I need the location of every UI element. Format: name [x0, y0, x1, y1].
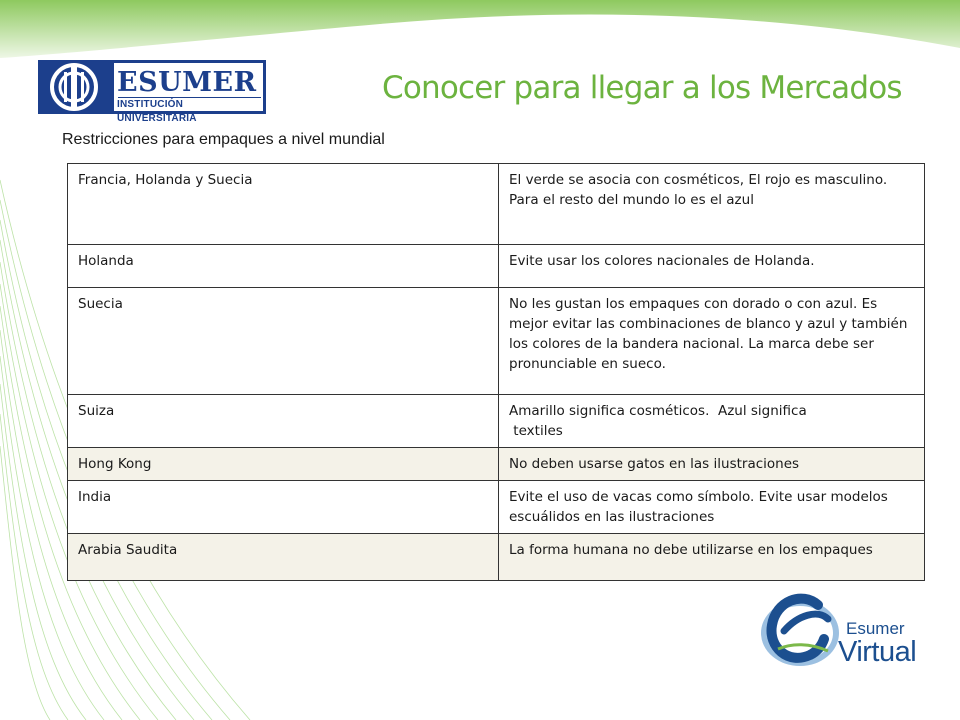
table-row	[68, 164, 925, 245]
section-subtitle: Restricciones para empaques a nivel mundial	[62, 131, 385, 148]
restriction-cell: La forma humana no debe utilizarse en los empaques	[499, 534, 925, 581]
country-cell: Suecia	[68, 288, 499, 395]
top-green-band	[0, 0, 960, 58]
restriction-cell: El verde se asocia con cosméticos, El rojo es masculino. Para el resto del mundo lo es el azul	[499, 164, 925, 245]
table-row	[68, 288, 925, 395]
restriction-cell: Evite usar los colores nacionales de Holanda.	[499, 245, 925, 288]
country-cell: Francia, Holanda y Suecia	[68, 164, 499, 245]
restrictions-table	[67, 163, 925, 581]
virtual-e-emblem-icon	[758, 585, 848, 675]
table-row	[68, 534, 925, 581]
table-row	[68, 245, 925, 288]
logo-subtitle: INSTITUCIÓN UNIVERSITARIA	[117, 99, 197, 124]
page-title: Conocer para llegar a los Mercados	[382, 70, 902, 106]
virtual-logo-line1: Esumer	[846, 619, 905, 638]
logo-name: ESUMER	[117, 67, 257, 98]
restriction-cell: Amarillo significa cosméticos. Azul significa textiles	[499, 395, 925, 448]
country-cell: Holanda	[68, 245, 499, 288]
restriction-cell: No deben usarse gatos en las ilustraciones	[499, 448, 925, 481]
esumer-virtual-logo	[758, 585, 928, 675]
country-cell: Suiza	[68, 395, 499, 448]
table-row	[68, 448, 925, 481]
country-cell: Hong Kong	[68, 448, 499, 481]
restriction-cell: No les gustan los empaques con dorado o con azul. Es mejor evitar las combinaciones de blanco y azul y también los colores de la bandera nacional. La marca debe ser pronunciable en sueco.	[499, 288, 925, 395]
virtual-logo-line2: Virtual	[838, 636, 917, 668]
restriction-cell: Evite el uso de vacas como símbolo. Evite usar modelos escuálidos en las ilustraciones	[499, 481, 925, 534]
esumer-logo	[38, 60, 266, 124]
table-row	[68, 481, 925, 534]
table-row	[68, 395, 925, 448]
country-cell: Arabia Saudita	[68, 534, 499, 581]
country-cell: India	[68, 481, 499, 534]
